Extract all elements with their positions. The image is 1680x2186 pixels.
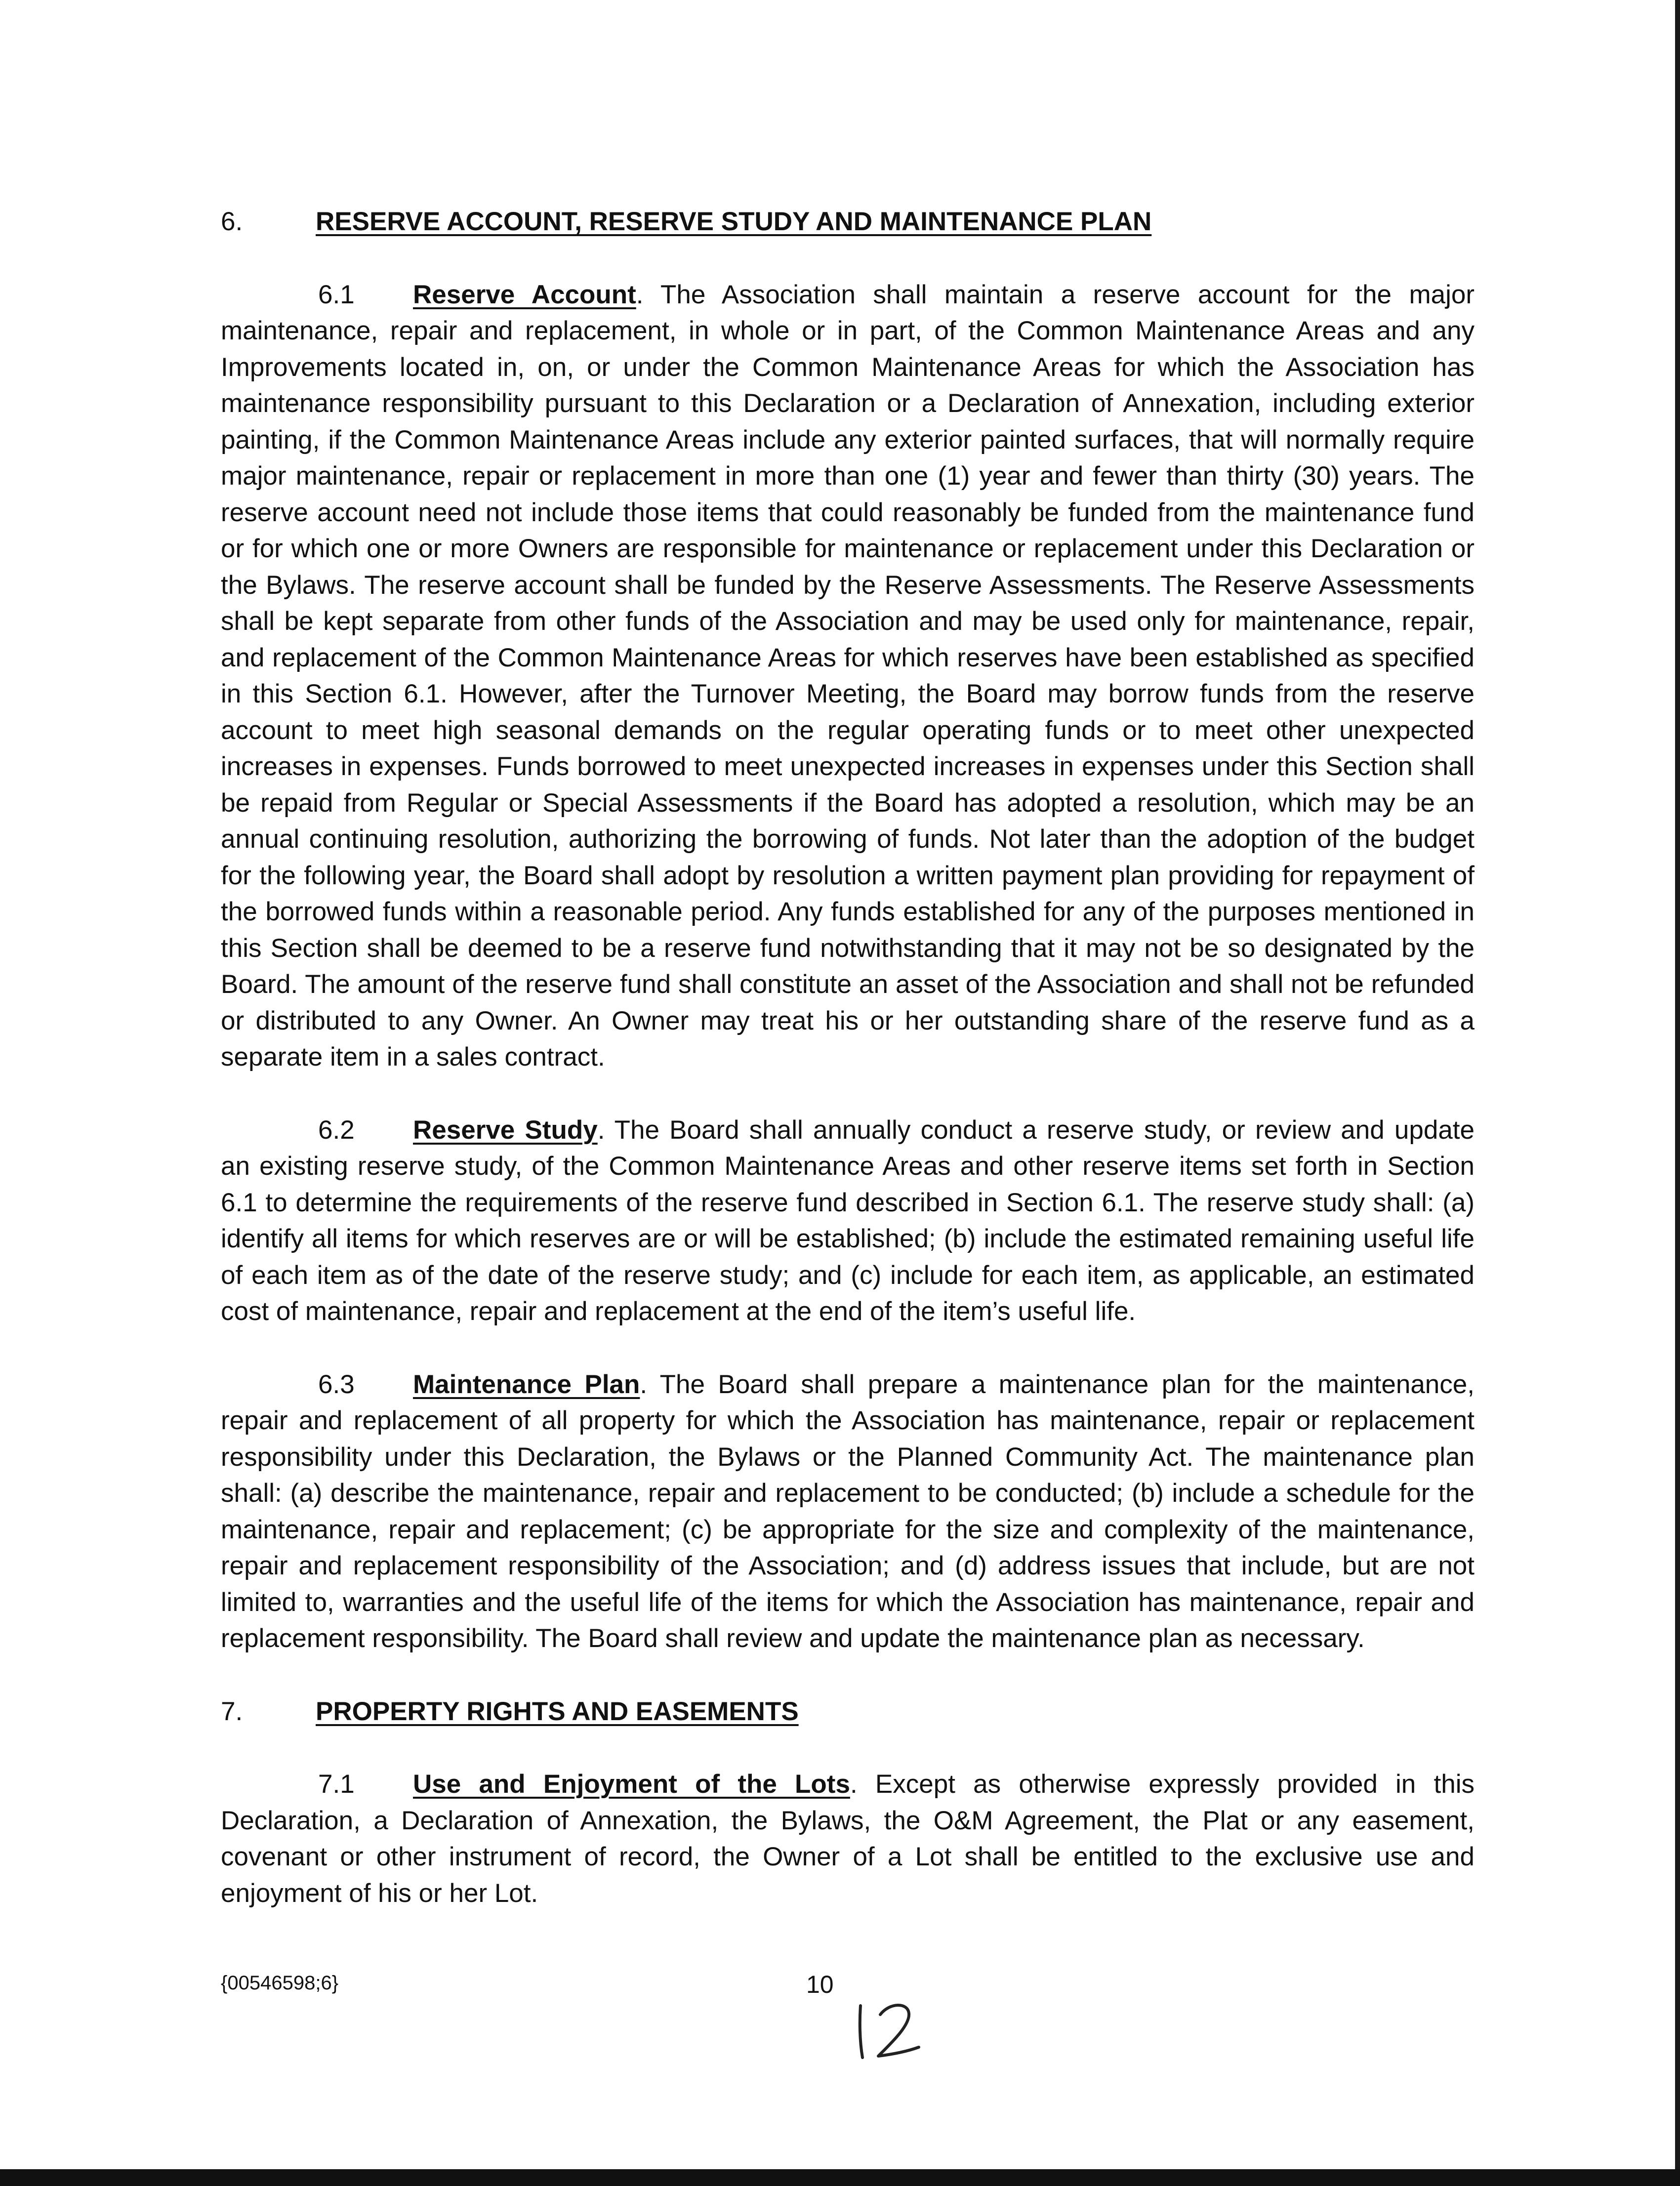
section-6-3-number: 6.3 [318, 1369, 355, 1399]
section-6-title: RESERVE ACCOUNT, RESERVE STUDY AND MAINTENANCE PLAN [316, 207, 1152, 236]
section-6-heading [221, 204, 1475, 240]
section-6-3-title: Maintenance Plan [413, 1369, 640, 1399]
handwritten-stroke-one [860, 2006, 862, 2058]
section-6-3-text: . The Board shall prepare a maintenance plan for the maintenance, repair and replacement of all property for which the Association has maintenance, repair or replacement responsibility under this Declaration, the Bylaws or the Planned Community Act. The maintenance plan shall: (a) describe the maintenance, repair and replacement to be conducted; (b) include a schedule for the maintenance, repair and replacement; (c) be appropriate for the size and complexity of the maintenance, repair and replacement responsibility of the Association; and (d) address issues that include, but are not limited to, warranties and the useful life of the items for which the Association has maintenance, repair and replacement responsibility. The Board shall review and update the maintenance plan as necessary. [221, 1369, 1475, 1653]
spacer [221, 1330, 1475, 1366]
section-6-2-text: . The Board shall annually conduct a reserve study, or review and update an existing reserve study, of the Common Maintenance Areas and other reserve items set forth in Section 6.1 to determine the requirements of the reserve fund described in Section 6.1. The reserve study shall: (a) identify all items for which reserves are or will be established; (b) include the estimated remaining useful life of each item as of the date of the reserve study; and (c) include for each item, as applicable, an estimated cost of maintenance, repair and replacement at the end of the item’s useful life. [221, 1115, 1475, 1326]
section-7-1-number: 7.1 [318, 1770, 355, 1799]
handwritten-page-mark [850, 1996, 929, 2065]
section-6-1-number: 6.1 [318, 280, 355, 309]
spacer [221, 1075, 1475, 1112]
section-6-1-paragraph [221, 277, 1475, 1075]
handwritten-stroke-two [878, 2005, 919, 2056]
spacer [221, 1657, 1475, 1693]
section-6-2-number: 6.2 [318, 1115, 355, 1145]
section-7-1-paragraph [221, 1766, 1475, 1911]
spacer [221, 240, 1475, 277]
page-number: 10 [806, 1971, 834, 1998]
section-6-1-text: . The Association shall maintain a reserve account for the major maintenance, repair and replacement, in whole or in part, of the Common Maintenance Areas and any Improvements located in, on, or under the Common Maintenance Areas for which the Association has maintenance responsibility pursuant to this Declaration or a Declaration of Annexation, including exterior painting, if the Common Maintenance Areas include any exterior painted surfaces, that will normally require major maintenance, repair or replacement in more than one (1) year and fewer than thirty (30) years. The reserve account need not include those items that could reasonably be funded from the maintenance fund or for which one or more Owners are responsible for maintenance or replacement under this Declaration or the Bylaws. The reserve account shall be funded by the Reserve Assessments. The Reserve Assessments shall be kept separate from other funds of the Association and may be used only for maintenance, repair, and replacement of the Common Maintenance Areas for which reserves have been established as specified in this Section 6.1. However, after the Turnover Meeting, the Board may borrow funds from the reserve account to meet high seasonal demands on the regular operating funds or to meet other unexpected increases in expenses. Funds borrowed to meet unexpected increases in expenses under this Section shall be repaid from Regular or Special Assessments if the Board has adopted a resolution, which may be an annual continuing resolution, authorizing the borrowing of funds. Not later than the adoption of the budget for the following year, the Board shall adopt by resolution a written payment plan providing for repayment of the borrowed funds within a reasonable period. Any funds established for any of the purposes mentioned in this Section shall be deemed to be a reserve fund notwithstanding that it may not be so designated by the Board. The amount of the reserve fund shall constitute an asset of the Association and shall not be refunded or distributed to any Owner. An Owner may treat his or her outstanding share of the reserve fund as a separate item in a sales contract. [221, 280, 1475, 1072]
spacer [221, 1730, 1475, 1766]
section-7-1-title: Use and Enjoyment of the Lots [413, 1770, 850, 1799]
section-6-1-title: Reserve Account [413, 280, 636, 309]
section-6-3-paragraph [221, 1366, 1475, 1657]
document-body [221, 204, 1475, 1911]
section-6-2-paragraph [221, 1112, 1475, 1330]
scan-edge-bottom [0, 2169, 1680, 2186]
scan-edge-right [1675, 0, 1680, 2186]
section-6-number: 6. [221, 207, 243, 236]
section-7-number: 7. [221, 1696, 243, 1726]
section-7-heading [221, 1693, 1475, 1730]
page-footer [221, 1970, 1475, 2000]
section-6-2-title: Reserve Study [413, 1115, 598, 1145]
section-7-1-text: . Except as otherwise expressly provided in this Declaration, a Declaration of Annexation, the Bylaws, the O&M Agreement, the Plat or any easement, covenant or other instrument of record, the Owner of a Lot shall be entitled to the exclusive use and enjoyment of his or her Lot. [221, 1770, 1475, 1908]
document-id: {00546598;6} [221, 1972, 339, 1994]
section-7-title: PROPERTY RIGHTS AND EASEMENTS [316, 1696, 799, 1726]
